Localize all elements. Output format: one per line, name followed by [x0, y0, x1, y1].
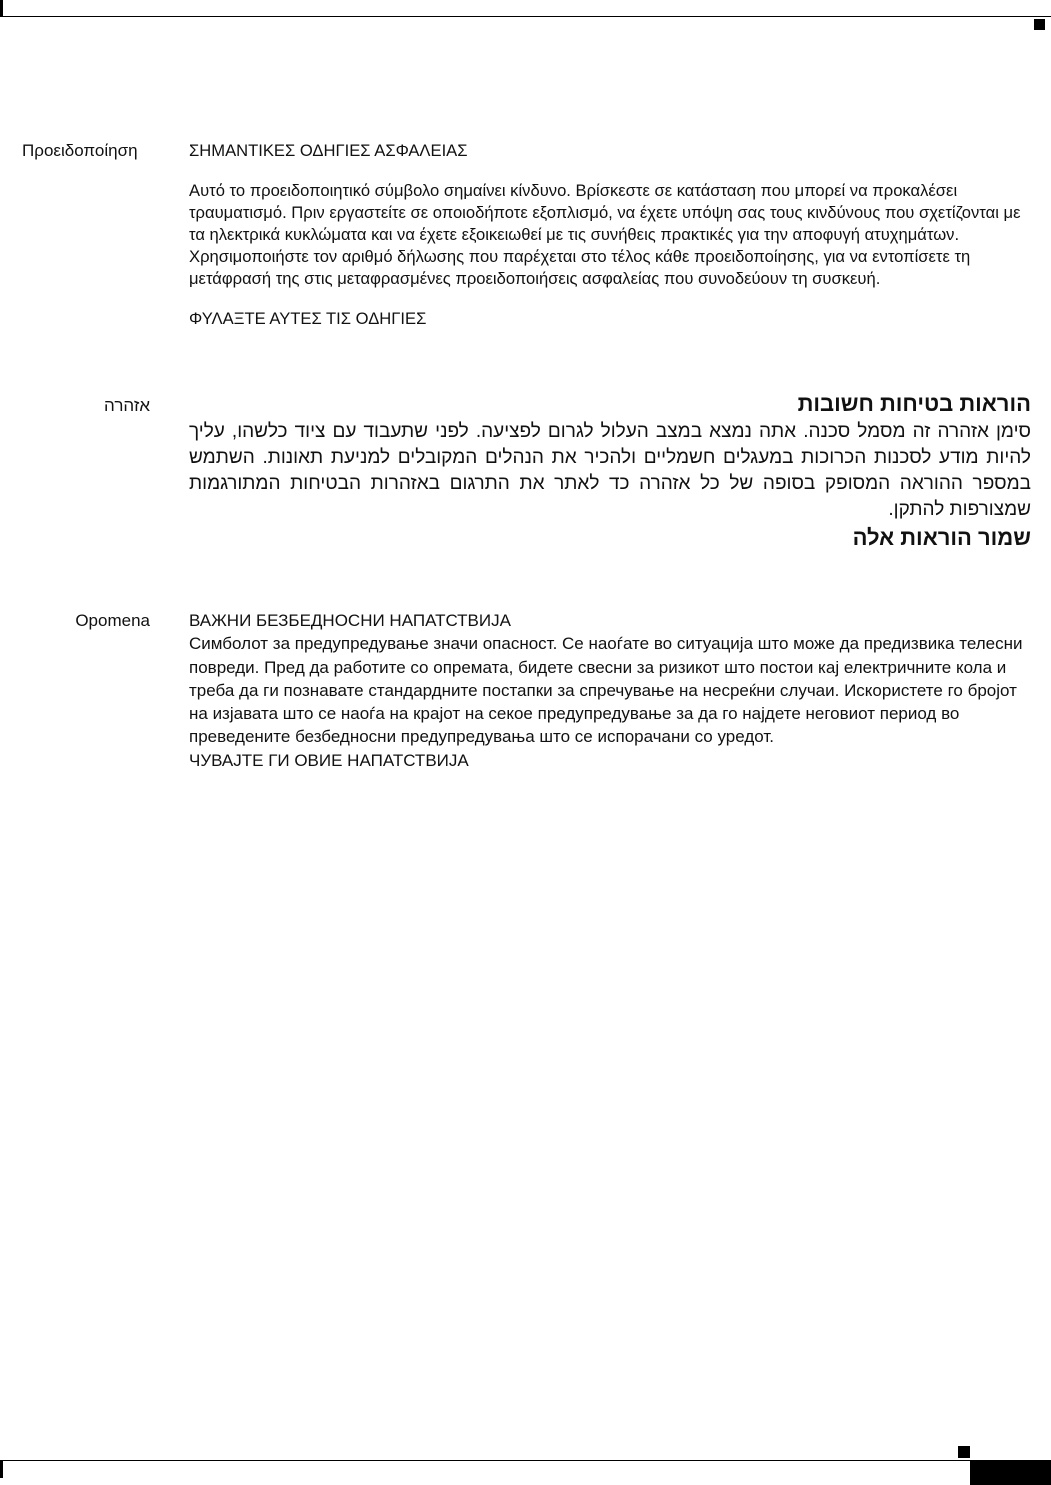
hebrew-warning-title: הוראות בטיחות חשובות: [797, 391, 1031, 416]
page-number-tab: [970, 1460, 1051, 1485]
bottom-left-tick: [0, 1460, 3, 1478]
macedonian-warning-title: ВАЖНИ БЕЗБЕДНОСНИ НАПАТСТВИЈА: [189, 611, 511, 630]
top-right-marker: [1034, 19, 1045, 30]
bottom-right-marker: [958, 1446, 970, 1458]
top-rule: [0, 16, 1051, 17]
top-left-tick: [0, 0, 3, 17]
greek-warning-title: ΣΗΜΑΝΤΙΚΕΣ ΟΔΗΓΙΕΣ ΑΣΦΑΛΕΙΑΣ: [189, 141, 468, 160]
greek-warning-body: Αυτό το προειδοποιητικό σύμβολο σημαίνει κίνδυνο. Βρίσκεστε σε κατάσταση που μπορεί να προκαλέσει τραυματισμό. Πριν εργαστείτε σε οποιοδήποτε εξοπλισμό, να έχετε υπόψη σας τους κινδύνους που σχετίζονται με τα ηλεκτρικά κυκλώματα και να έχετε εξοικειωθεί με τις συνήθεις πρακτικές για την αποφυγή ατυχημάτων. Χρησιμοποιήστε τον αριθμό δήλωσης που παρέχεται στο τέλος κάθε προειδοποίησης, για να εντοπίσετε τη μετάφρασή της στις μεταφρασμένες προειδοποιήσεις ασφαλείας που συνοδεύουν τη συσκευή.: [189, 181, 1021, 288]
macedonian-warning-section: [189, 609, 1031, 772]
greek-warning-label: Προειδοποίηση: [22, 141, 138, 160]
greek-warning-footer: ΦΥΛΑΞΤΕ ΑΥΤΕΣ ΤΙΣ ΟΔΗΓΙΕΣ: [189, 309, 427, 328]
hebrew-warning-body: סימן אזהרה זה מסמל סכנה. אתה נמצא במצב העלול לגרום לפציעה. לפני שתעבוד עם ציוד כלשהו, עליך להיות מודע לסכנות הכרוכות במעגלים חשמליים ולהכיר את הנהלים המקובלים למניעת תאונות. השתמש במספר ההוראה המסופק בסופה של כל אזהרה כד לאתר את התרגום באזהרות הבטיחות המתורגמות שמצורפות להתקן.: [189, 421, 1031, 520]
hebrew-warning-label: אזהרה: [104, 396, 150, 415]
hebrew-warning-section: [189, 389, 1031, 553]
macedonian-warning-footer: ЧУВАЈТЕ ГИ ОВИЕ НАПАТСТВИЈА: [189, 750, 469, 770]
hebrew-warning-footer: שמור הוראות אלה: [852, 525, 1031, 550]
greek-warning-section: [189, 140, 1031, 330]
macedonian-warning-label: Opomena: [75, 611, 150, 630]
bottom-rule: [0, 1460, 970, 1461]
macedonian-warning-body: Симболот за предупредување значи опасност. Се наоѓате во ситуација што може да предизвика телесни повреди. Пред да работите со опремата, бидете свесни за ризикот што постои кај електричните кола и треба да ги познавате стандардните постапки за спречување на несреќни случаи. Искористете го бројот на изјавата што се наоѓа на крајот на секое предупредување за да го најдете неговиот период во преведените безбедносни предупредувања што се испорачани со уредот.: [189, 634, 1023, 747]
